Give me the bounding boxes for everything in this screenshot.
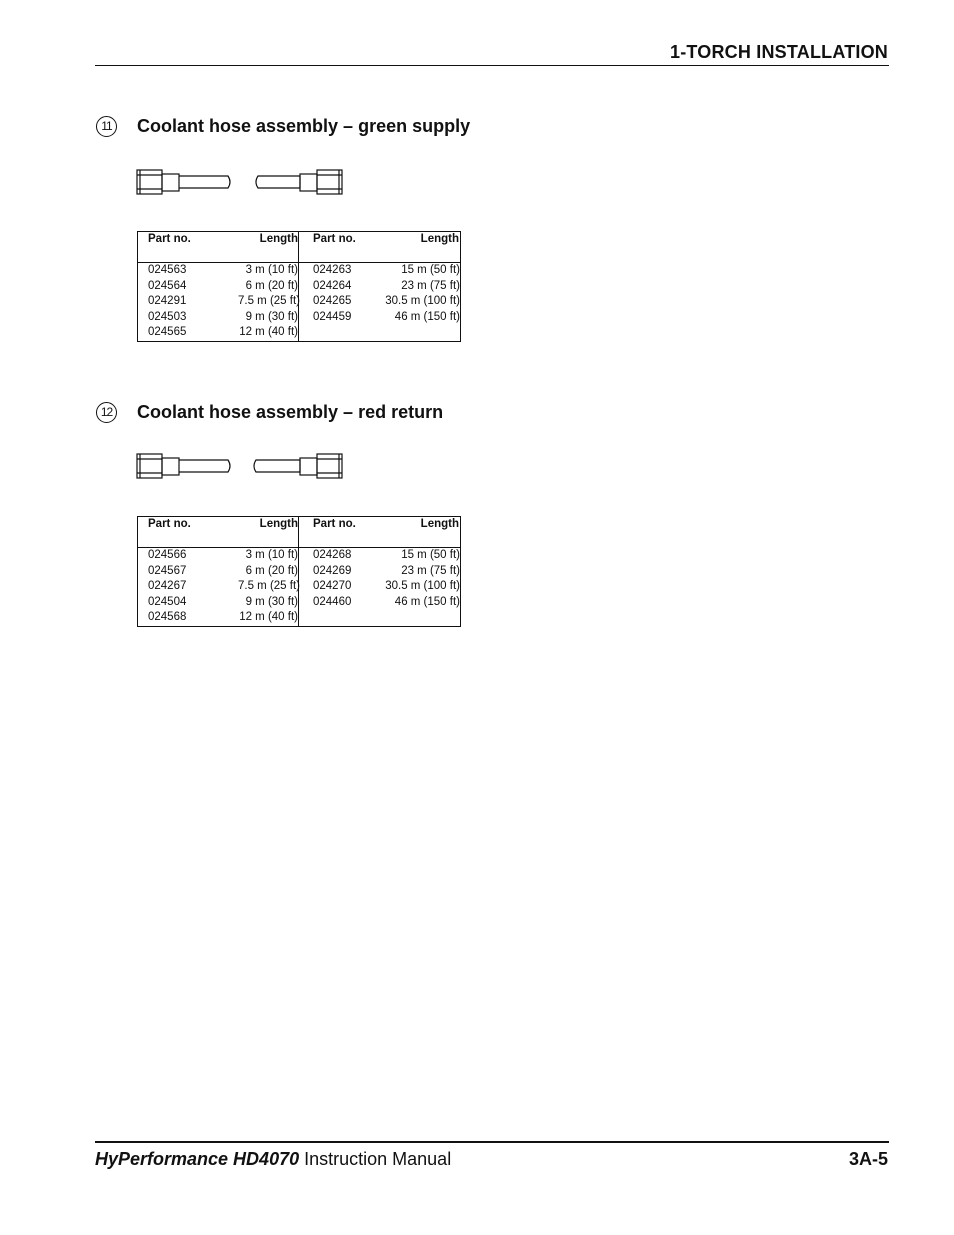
part-number: 024264 [313, 279, 352, 292]
table-row [138, 294, 298, 310]
hose-assembly-illustration [136, 452, 348, 484]
length: 15 m (50 ft) [401, 549, 460, 561]
table-row [299, 564, 460, 580]
table-row [299, 294, 460, 310]
parts-table [137, 231, 461, 342]
table-row [299, 310, 460, 326]
table-row [138, 548, 298, 564]
col-header-part: Part no. [313, 518, 356, 530]
part-number: 024504 [148, 595, 187, 608]
part-number: 024565 [148, 326, 187, 338]
part-number: 024267 [148, 580, 187, 592]
length: 30.5 m (100 ft) [385, 295, 460, 307]
length: 30.5 m (100 ft) [385, 580, 460, 592]
part-number: 024503 [148, 310, 187, 323]
part-number: 024567 [148, 564, 187, 577]
length: 46 m (150 ft) [394, 595, 460, 608]
part-number: 024265 [313, 295, 352, 307]
section-title: Coolant hose assembly – green supply [137, 116, 471, 136]
part-number: 024568 [148, 611, 187, 623]
length: 46 m (150 ft) [394, 310, 460, 323]
table-row [138, 610, 298, 626]
length: 15 m (50 ft) [401, 264, 460, 276]
table-row [299, 263, 460, 279]
length: 7.5 m (25 ft) [238, 580, 300, 592]
length: 9 m (30 ft) [245, 595, 298, 608]
section-title: Coolant hose assembly – red return [137, 402, 444, 422]
length: 6 m (20 ft) [245, 564, 298, 577]
length: 12 m (40 ft) [239, 611, 298, 623]
header-section-title: 1-TORCH INSTALLATION [670, 42, 888, 62]
part-number: 024563 [148, 264, 187, 276]
length: 12 m (40 ft) [239, 326, 298, 338]
table-row [299, 279, 460, 295]
table-row [138, 279, 298, 295]
part-number: 024460 [313, 595, 352, 608]
table-row [138, 595, 298, 611]
length: 23 m (75 ft) [401, 279, 460, 292]
col-header-part: Part no. [313, 233, 356, 245]
hose-assembly-illustration [136, 168, 348, 200]
table-row [138, 310, 298, 326]
footer-manual-title [95, 1149, 451, 1170]
table-row [138, 579, 298, 595]
length: 3 m (10 ft) [245, 264, 298, 276]
table-row [299, 595, 460, 611]
col-header-length: Length [420, 233, 459, 245]
parts-table [137, 516, 461, 627]
part-number: 024263 [313, 264, 352, 276]
length: 7.5 m (25 ft) [238, 295, 300, 307]
length: 3 m (10 ft) [245, 549, 298, 561]
col-header-length: Length [420, 518, 459, 530]
page-number: 3A-5 [848, 1149, 888, 1169]
manual-label: Instruction Manual [299, 1149, 452, 1169]
part-number: 024291 [148, 295, 187, 307]
col-header-part: Part no. [148, 518, 191, 530]
col-header-length: Length [259, 518, 298, 530]
part-number: 024566 [148, 549, 187, 561]
length: 9 m (30 ft) [245, 310, 298, 323]
table-row [138, 564, 298, 580]
part-number: 024564 [148, 279, 187, 292]
length: 6 m (20 ft) [245, 279, 298, 292]
table-row [299, 579, 460, 595]
length: 23 m (75 ft) [401, 564, 460, 577]
part-number: 024459 [313, 310, 352, 323]
part-number: 024269 [313, 564, 352, 577]
footer-rule [95, 1141, 889, 1143]
section-number: 12 [96, 402, 117, 423]
table-row [138, 325, 298, 341]
part-number: 024268 [313, 549, 352, 561]
table-row [138, 263, 298, 279]
col-header-part: Part no. [148, 233, 191, 245]
col-header-length: Length [259, 233, 298, 245]
header-rule [95, 65, 889, 66]
product-name: HyPerformance HD4070 [95, 1149, 300, 1169]
part-number: 024270 [313, 580, 352, 592]
section-number: 11 [96, 116, 117, 137]
table-row [299, 548, 460, 564]
